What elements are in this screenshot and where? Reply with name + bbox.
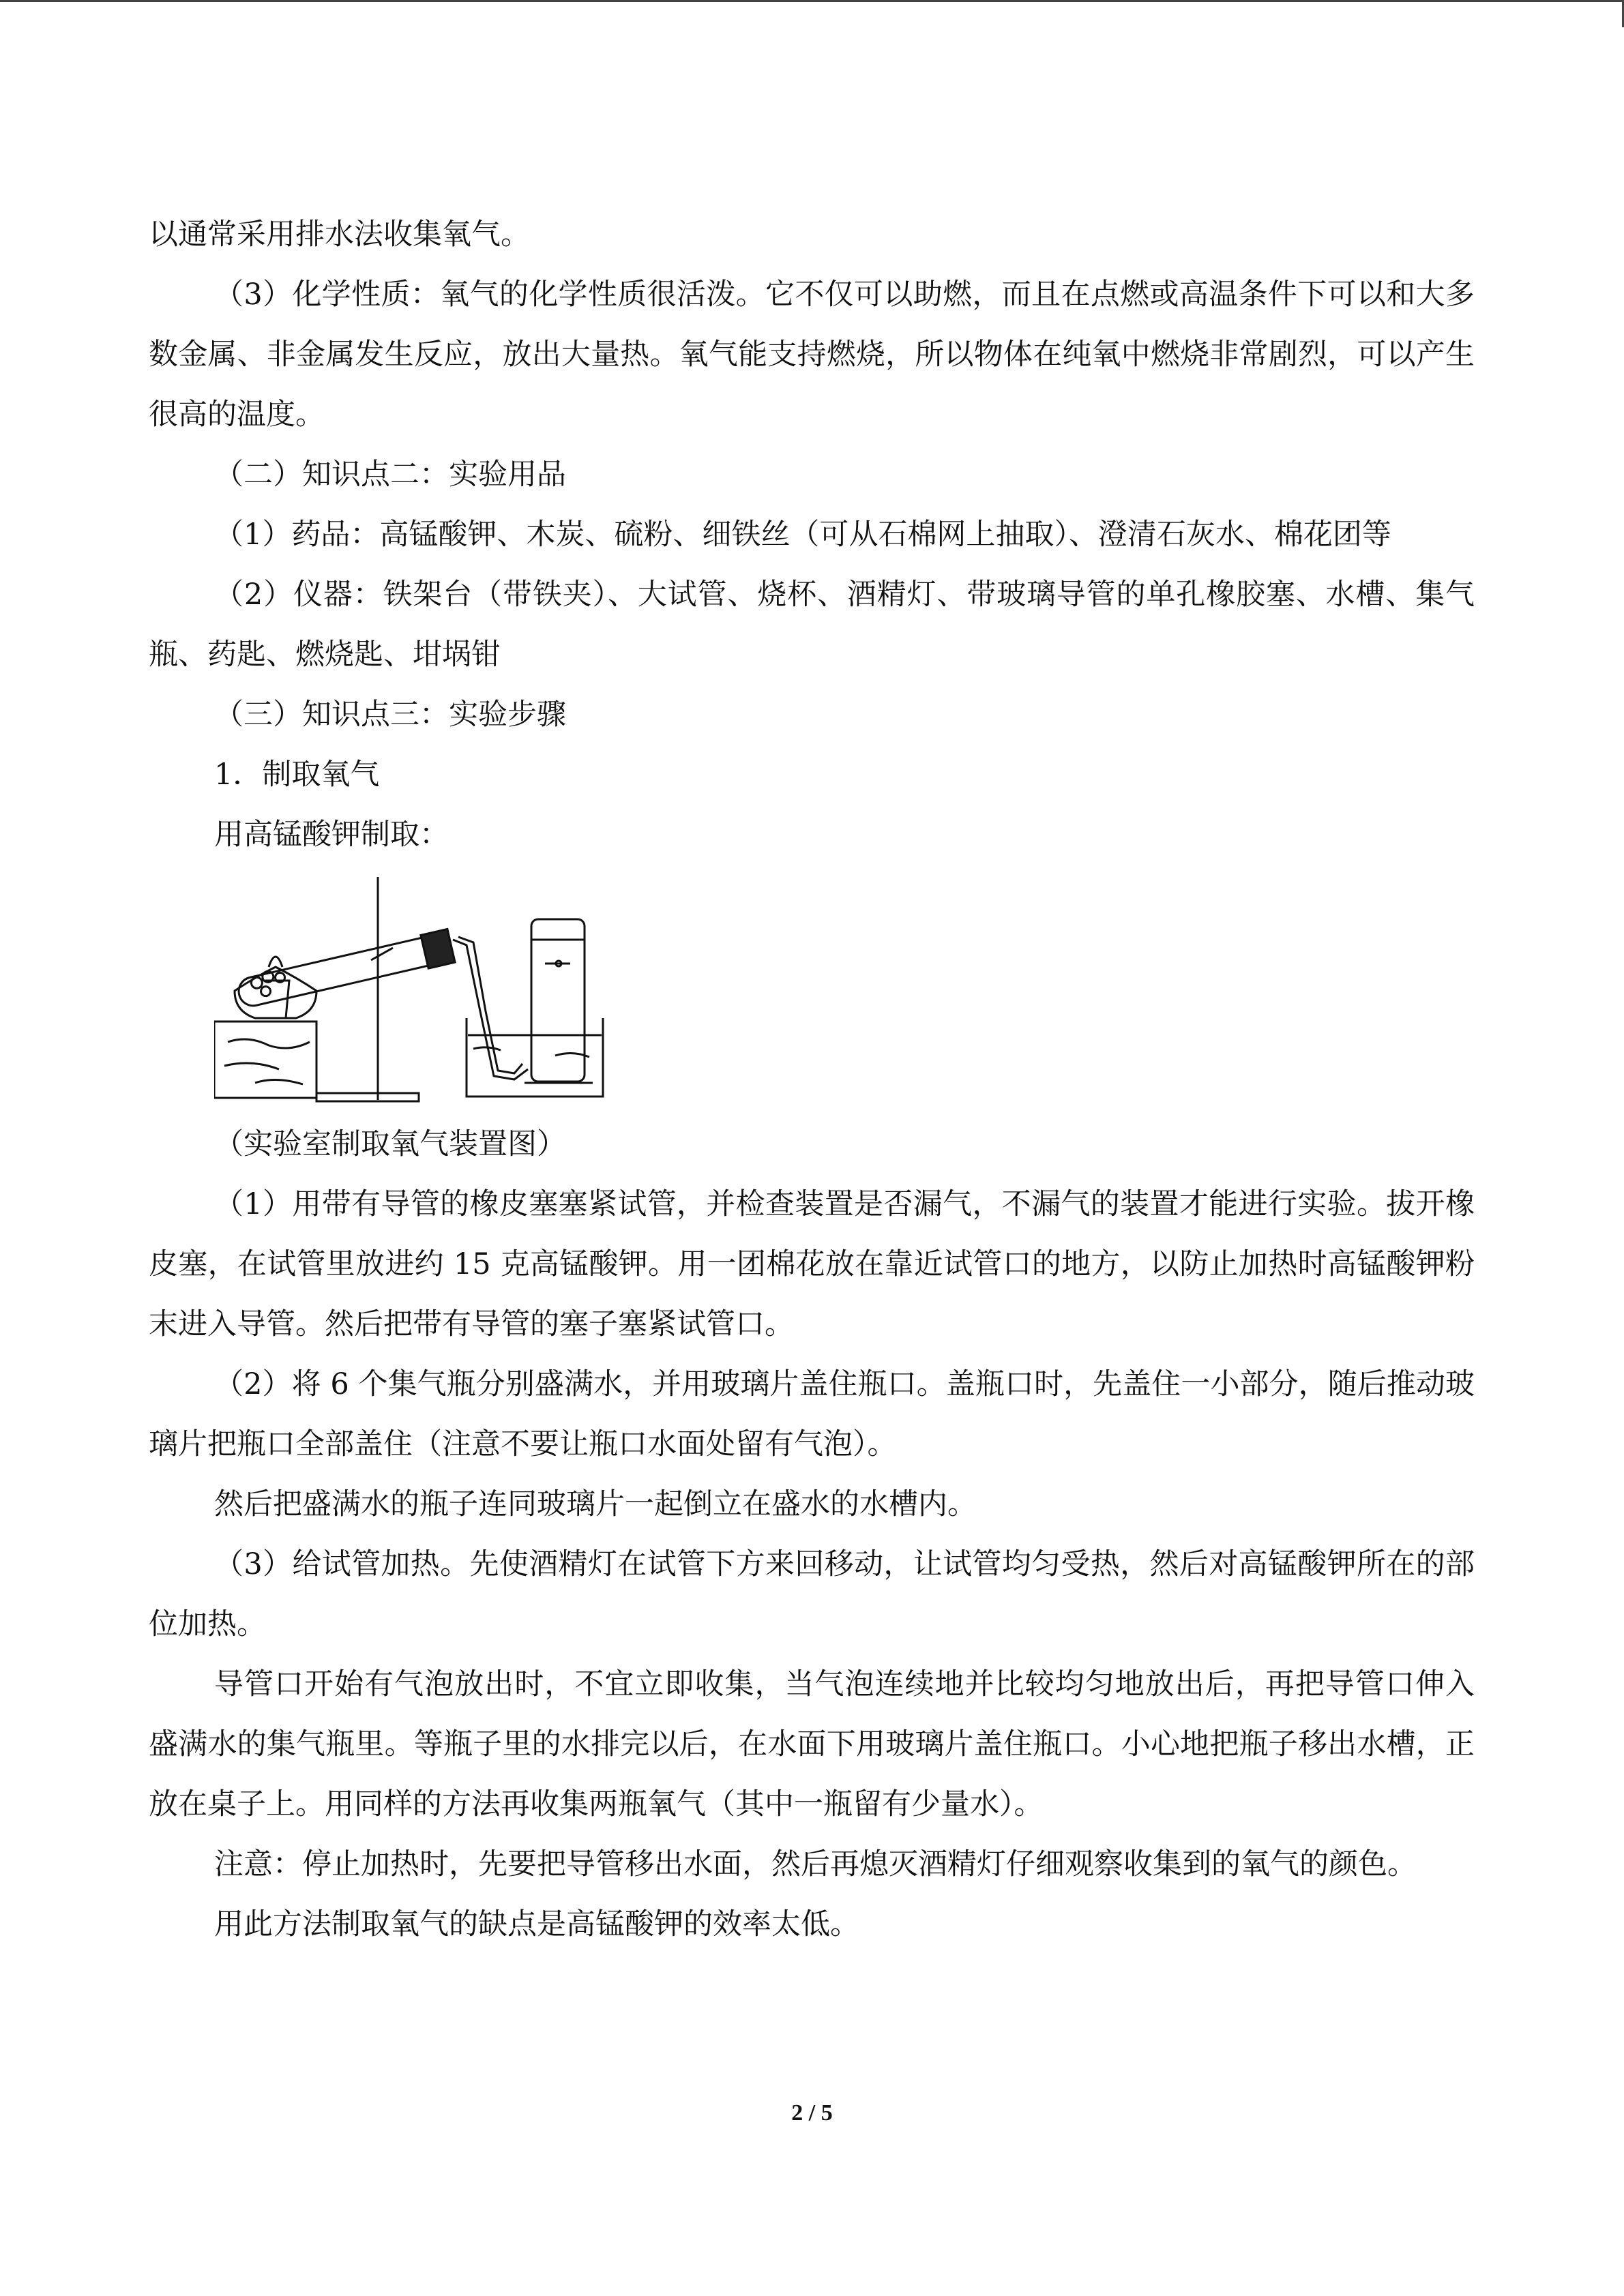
paragraph-reagents: （1）药品：高锰酸钾、木炭、硫粉、细铁丝（可从石棉网上抽取）、澄清石灰水、棉花团等 [214, 518, 1391, 552]
step-heading-1: 1．制取氧气 [214, 758, 380, 792]
paragraph-1: 以通常采用排水法收集氧气。 [149, 218, 530, 252]
paragraph-invert-bottles: 然后把盛满水的瓶子连同玻璃片一起倒立在盛水的水槽内。 [214, 1487, 977, 1521]
paragraph-step-2: （2）将 6 个集气瓶分别盛满水，并用玻璃片盖住瓶口。盖瓶口时，先盖住一小部分，随后推动玻璃片把瓶口全部盖住（注意不要让瓶口水面处留有气泡）。 [149, 1367, 1475, 1461]
paragraph-method-intro: 用高锰酸钾制取： [214, 818, 449, 852]
paragraph-drawback: 用此方法制取氧气的缺点是高锰酸钾的效率太低。 [214, 1907, 859, 1941]
gas-bottle [531, 919, 585, 1082]
top-border [0, 0, 1624, 2]
stand-base [316, 1093, 419, 1101]
paragraph-instruments: （2）仪器：铁架台（带铁夹）、大试管、烧杯、酒精灯、带玻璃导管的单孔橡胶塞、水槽、集气瓶、药匙、燃烧匙、坩埚钳 [149, 578, 1475, 672]
paragraph-collect-gas: 导管口开始有气泡放出时，不宜立即收集，当气泡连续地并比较均匀地放出后，再把导管口伸入盛满水的集气瓶里。等瓶子里的水排完以后，在水面下用玻璃片盖住瓶口。小心地把瓶子移出水槽，正放在桌子上。用同样的方法再收集两瓶氧气（其中一瓶留有少量水）。 [149, 1667, 1475, 1821]
page-number: 2 / 5 [791, 2100, 833, 2126]
lamp-flame [269, 957, 282, 967]
oxygen-apparatus-figure [214, 871, 610, 1110]
section-heading-2: （二）知识点二：实验用品 [214, 458, 566, 492]
document-body [149, 205, 1475, 1954]
delivery-tube [453, 940, 528, 1079]
section-heading-3: （三）知识点三：实验步骤 [214, 698, 566, 732]
paragraph-step-3: （3）给试管加热。先使酒精灯在试管下方来回移动，让试管均匀受热，然后对高锰酸钾所在的部位加热。 [149, 1547, 1475, 1641]
paragraph-caution: 注意：停止加热时，先要把导管移出水面，然后再熄灭酒精灯仔细观察收集到的氧气的颜色。 [214, 1847, 1417, 1881]
water-trough [467, 1018, 603, 1097]
figure-caption: （实验室制取氧气装置图） [214, 1127, 566, 1161]
wooden-block [214, 1022, 316, 1098]
apparatus-diagram [214, 871, 610, 1110]
paragraph-chemical-properties: （3）化学性质：氧气的化学性质很活泼。它不仅可以助燃，而且在点燃或高温条件下可以和大多数金属、非金属发生反应，放出大量热。氧气能支持燃烧，所以物体在纯氧中燃烧非常剧烈，可以产生很高的温度。 [149, 278, 1475, 432]
paragraph-step-1: （1）用带有导管的橡皮塞塞紧试管，并检查装置是否漏气，不漏气的装置才能进行实验。拔开橡皮塞，在试管里放进约 15 克高锰酸钾。用一团棉花放在靠近试管口的地方，以防止加热时高锰酸钾粉末进入导管。然后把带有导管的塞子塞紧试管口。 [149, 1187, 1475, 1341]
